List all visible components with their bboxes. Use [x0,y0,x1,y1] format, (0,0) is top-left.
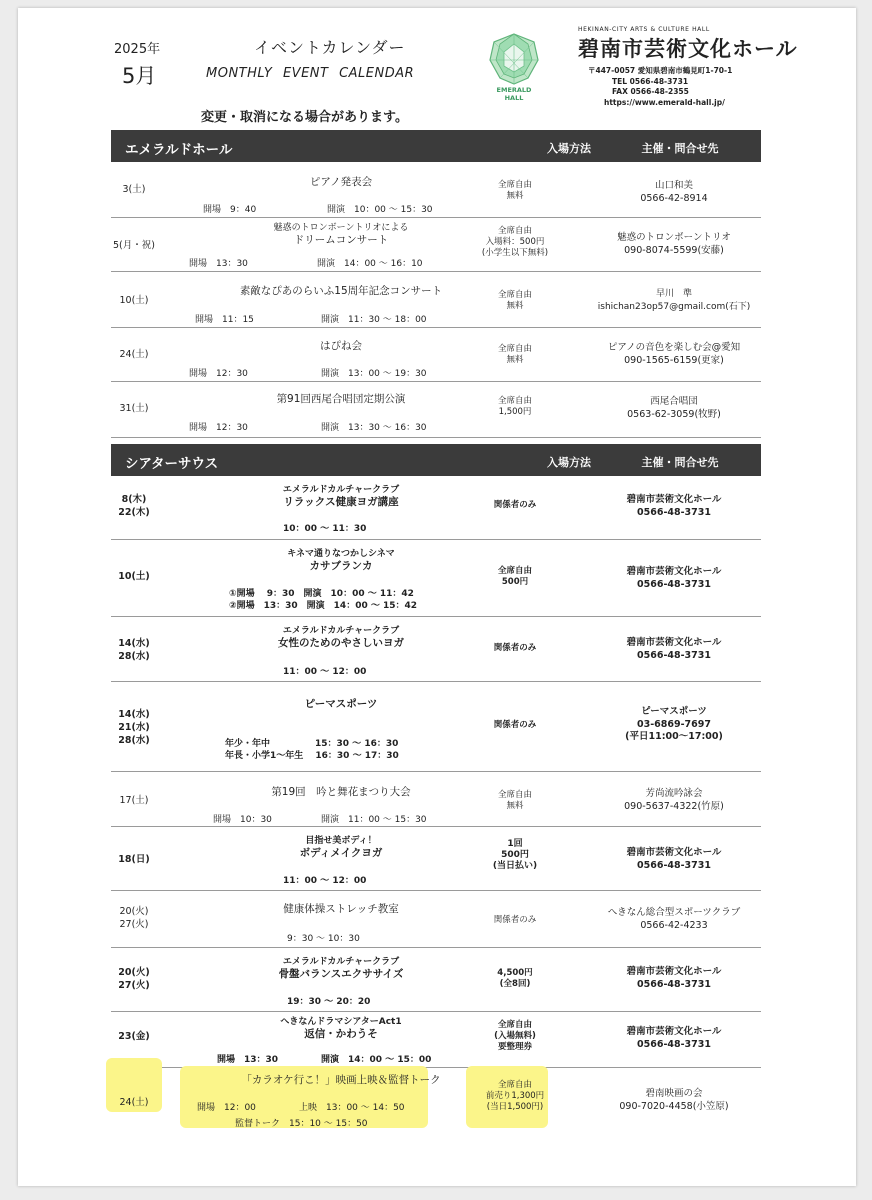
event-title: ドリームコンサート [293,234,389,246]
event-title: 第19回 吟と舞花まつり大会 [271,786,411,798]
event-row [111,1068,761,1134]
emerald-hall-logo [488,32,540,102]
hall-url[interactable]: https://www.emerald-hall.jp/ [604,97,725,107]
event-row [111,540,761,617]
event-subtitle: エメラルドカルチャークラブ [282,957,400,967]
page-title: イベントカレンダー [254,38,406,57]
event-row [111,827,761,891]
event-start-time: 開演 14：00 ～ 15：00 [321,1055,432,1065]
section-name: エメラルドホール [125,142,233,158]
event-entry: 全席自由 無料 [497,344,532,365]
event-start-time: 開演 11：30 ～ 18：00 [321,315,427,325]
section-header-emerald-hall [111,130,761,162]
hall-address: 〒447-0057 愛知県碧南市鶴見町1-70-1 [588,66,733,75]
event-date: 17(土) [119,795,149,806]
event-organizer: 碧南市芸術文化ホール 0566-48-3731 [626,566,722,590]
hall-fax: FAX 0566-48-2355 [612,87,689,96]
event-title: はぴね会 [320,340,362,352]
event-entry: 全席自由 1,500円 [497,396,532,417]
event-organizer: ピーマスポーツ 03-6869-7697 (平日11:00～17:00) [625,706,723,742]
event-row [111,682,761,772]
calendar-page [18,8,856,1186]
event-subtitle: 目指せ美ボディ！ [305,836,377,846]
event-date: 3(土) [122,184,146,195]
event-title: 女性のためのやさしいヨガ [278,637,404,649]
event-subtitle: エメラルドカルチャークラブ [282,626,400,636]
section-name: シアターサウス [125,456,219,472]
event-row [111,162,761,218]
event-entry: 全席自由 無料 [497,290,532,311]
event-date: 20(火) 27(火) [119,906,149,930]
event-title: 第91回西尾合唱団定期公演 [276,393,406,405]
event-date: 18(日) [118,854,150,865]
event-open-time: 開場 12：30 [189,423,248,433]
event-time-first: 年少・年中 15：30 ～ 16：30 [225,739,399,749]
event-start-time: 開演 10：00 ～ 15：30 [327,205,433,215]
event-title: 返信・かわうそ [304,1028,378,1040]
event-date: 31(土) [119,403,149,414]
event-organizer: 芳尚流吟詠会 090-5637-4322(竹原) [624,788,724,812]
event-subtitle: エメラルドカルチャークラブ [282,485,400,495]
change-notice: 変更・取消になる場合があります。 [201,110,408,125]
event-subtitle: へきなんドラマシアターAct1 [280,1017,402,1027]
event-date: 20(火) 27(火) [118,967,150,991]
year-label: 2025年 [114,42,161,57]
event-row [111,948,761,1012]
event-open-time: 開場 11：15 [195,315,254,325]
event-date: 24(土) [119,349,149,360]
column-header-entry: 入場方法 [547,456,591,469]
event-row [111,218,761,272]
event-title: ピーマスポーツ [304,698,378,710]
event-organizer: 山口和美 0566-42-8914 [640,180,708,204]
event-open-time: 開場 9：40 [203,205,257,215]
event-organizer: 碧南市芸術文化ホール 0566-48-3731 [626,966,722,990]
event-row [111,772,761,827]
event-time-second: 年長・小学1～年生 16：30 ～ 17：30 [225,751,399,761]
event-date: 23(金) [118,1031,150,1042]
column-header-entry: 入場方法 [547,142,591,155]
event-date: 14(水) 28(水) [118,638,150,662]
event-entry: 全席自由 500円 [497,566,532,587]
event-organizer: 早川 準 ishichan23op57@gmail.com(石下) [597,289,751,312]
event-title: 健康体操ストレッチ教室 [283,903,399,915]
event-organizer: 碧南市芸術文化ホール 0566-48-3731 [626,637,722,661]
event-entry: 全席自由 無料 [497,790,532,811]
hall-contact-info [588,66,732,108]
event-time: 10：00 ～ 11：30 [283,524,367,534]
event-time-second: ②開場 13：30 開演 14：00 ～ 15：42 [229,601,418,611]
event-entry: 全席自由 (入場無料) 要整理券 [494,1020,536,1052]
event-row [111,617,761,682]
event-row [111,476,761,540]
event-screening-time: 上映 13：00 ～ 14：50 [299,1103,405,1113]
column-header-organizer: 主催・問合せ先 [641,456,719,469]
column-header-organizer: 主催・問合せ先 [641,142,719,155]
month-label: 5月 [122,64,157,88]
event-time: 11：00 ～ 12：00 [283,667,367,677]
event-date: 10(土) [118,571,150,582]
event-row [111,272,761,328]
event-talk-time: 監督トーク 15：10 ～ 15：50 [235,1119,368,1129]
event-time: 19：30 ～ 20：20 [287,997,371,1007]
event-start-time: 開演 11：00 ～ 15：30 [321,815,427,825]
event-date: 8(木) 22(木) [118,494,150,518]
hall-name-jp: 碧南市芸術文化ホール [578,37,798,61]
event-open-time: 開場 12：00 [197,1103,256,1113]
event-organizer: 西尾合唱団 0563-62-3059(牧野) [627,396,721,420]
event-open-time: 開場 10：30 [213,815,272,825]
event-title: 素敵なぴあのらいふ15周年記念コンサート [239,285,443,297]
event-time: 9：30 ～ 10：30 [287,934,360,944]
event-organizer: 碧南市芸術文化ホール 0566-48-3731 [626,1026,722,1050]
event-start-time: 開演 13：30 ～ 16：30 [321,423,427,433]
event-title: 骨盤バランスエクササイズ [278,968,404,980]
event-entry: 関係者のみ [493,915,537,925]
event-entry: 関係者のみ [493,720,537,730]
hall-name-en: HEKINAN-CITY ARTS & CULTURE HALL [578,26,710,33]
event-organizer: ピアノの音色を楽しむ会@愛知 090-1565-6159(更家) [607,342,741,366]
event-title: ピアノ発表会 [309,176,373,188]
event-title: カサブランカ [309,560,373,572]
event-title: 「カラオケ行こ！」映画上映＆監督トーク [241,1074,441,1086]
event-date: 14(水) 21(水) 28(水) [118,709,150,746]
event-entry: 全席自由 入場料：500円 (小学生以下無料) [481,226,549,258]
event-row [111,382,761,438]
event-subtitle: 魅惑のトロンボーントリオによる [273,223,409,233]
event-entry: 全席自由 無料 [497,180,532,201]
event-entry: 全席自由 前売り1,300円 (当日1,500円) [485,1080,545,1112]
event-entry: 関係者のみ [493,500,537,510]
event-organizer: 碧南映画の会 090-7020-4458(小笠原) [619,1088,729,1112]
logo-text-line2: HALL [504,93,524,102]
event-start-time: 開演 13：00 ～ 19：30 [321,369,427,379]
event-row [111,328,761,382]
event-open-time: 開場 12：30 [189,369,248,379]
logo-text-line1: EMERALD [496,86,532,94]
event-date: 10(土) [119,295,149,306]
event-open-time: 開場 13：30 [189,259,248,269]
event-date: 5(月・祝) [113,240,155,251]
event-organizer: 魅惑のトロンボーントリオ 090-8074-5599(安藤) [617,232,731,256]
logo-text [488,87,540,102]
event-organizer: 碧南市芸術文化ホール 0566-48-3731 [626,847,722,871]
event-row [111,1012,761,1068]
event-organizer: 碧南市芸術文化ホール 0566-48-3731 [626,494,722,518]
event-open-time: 開場 13：30 [217,1055,279,1065]
event-time-first: ①開場 9：30 開演 10：00 ～ 11：42 [229,589,414,599]
event-row [111,891,761,948]
event-subtitle: キネマ通りなつかしシネマ [287,549,395,559]
event-time: 11：00 ～ 12：00 [283,876,367,886]
section-header-theater-south [111,444,761,476]
page-subtitle: MONTHLY EVENT CALENDAR [206,66,415,81]
event-organizer: へきなん総合型スポーツクラブ 0566-42-4233 [607,907,741,931]
hall-tel: TEL 0566-48-3731 [612,76,689,86]
event-title: ボディメイクヨガ [299,847,383,859]
event-start-time: 開演 14：00 ～ 16：10 [317,259,423,269]
event-entry: 4,500円 (全8回) [497,968,533,989]
event-date: 24(土) [119,1097,149,1108]
event-title: リラックス健康ヨガ講座 [283,496,399,508]
event-entry: 関係者のみ [493,643,537,653]
event-entry: 1回 500円 (当日払い) [492,839,538,871]
